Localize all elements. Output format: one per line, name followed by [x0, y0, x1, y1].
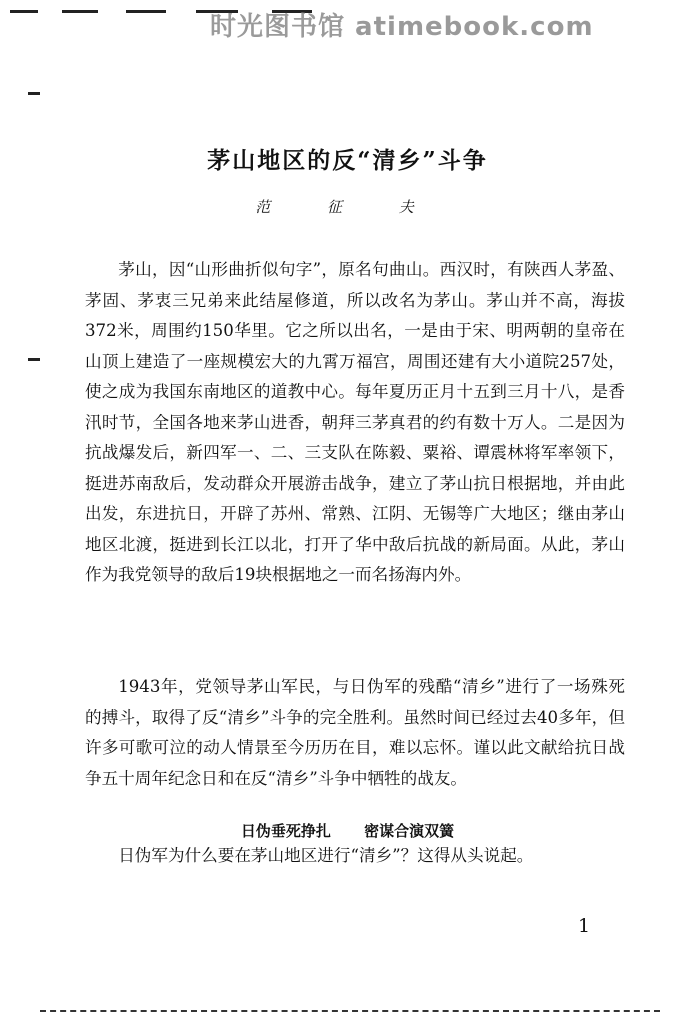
author-name: 范 征 夫	[255, 198, 440, 216]
section-heading-right: 密谋合演双簧	[364, 822, 455, 840]
section-heading	[0, 820, 695, 841]
margin-mark	[28, 92, 40, 95]
body-paragraph	[85, 255, 625, 591]
paragraph-text: 茅山，因“山形曲折似句字”，原名句曲山。西汉时，有陕西人茅盈、茅固、茅衷三兄弟来此结屋修道，所以改名为茅山。茅山并不高，海拔372米，周围约150华里。它之所以出名，一是由于宋、明两朝的皇帝在山顶上建造了一座规模宏大的九霄万福宫，周围还建有大小道院257处，使之成为我国东南地区的道教中心。每年夏历正月十五到三月十八，是香汛时节，全国各地来茅山进香，朝拜三茅真君的约有数十万人。二是因为抗战爆发后，新四军一、二、三支队在陈毅、粟裕、谭震林将军率领下，挺进苏南敌后，发动群众开展游击战争，建立了茅山抗日根据地，并由此出发，东进抗日，开辟了苏州、常熟、江阴、无锡等广大地区；继由茅山地区北渡，挺进到长江以北，打开了华中敌后抗战的新局面。从此，茅山作为我党领导的敌后19块根据地之一而名扬海内外。	[85, 260, 625, 584]
margin-mark	[28, 358, 40, 361]
article-title: 茅山地区的反“清乡”斗争	[207, 147, 488, 174]
bottom-rule	[40, 1010, 660, 1012]
page-number: 1	[578, 915, 591, 937]
body-paragraph	[85, 841, 625, 872]
paragraph-text: 1943年，党领导茅山军民，与日伪军的残酷“清乡”进行了一场殊死的搏斗，取得了反“清乡”斗争的完全胜利。虽然时间已经过去40多年，但许多可歌可泣的动人情景至今历历在目，难以忘怀。谨以此文献给抗日战争五十周年纪念日和在反“清乡”斗争中牺牲的战友。	[85, 677, 625, 788]
body-paragraph	[85, 672, 625, 794]
watermark: 时光图书馆 atimebook.com	[210, 12, 594, 42]
paragraph-text: 日伪军为什么要在茅山地区进行“清乡”？这得从头说起。	[118, 846, 534, 865]
section-heading-left: 日伪垂死挣扎	[240, 822, 331, 840]
